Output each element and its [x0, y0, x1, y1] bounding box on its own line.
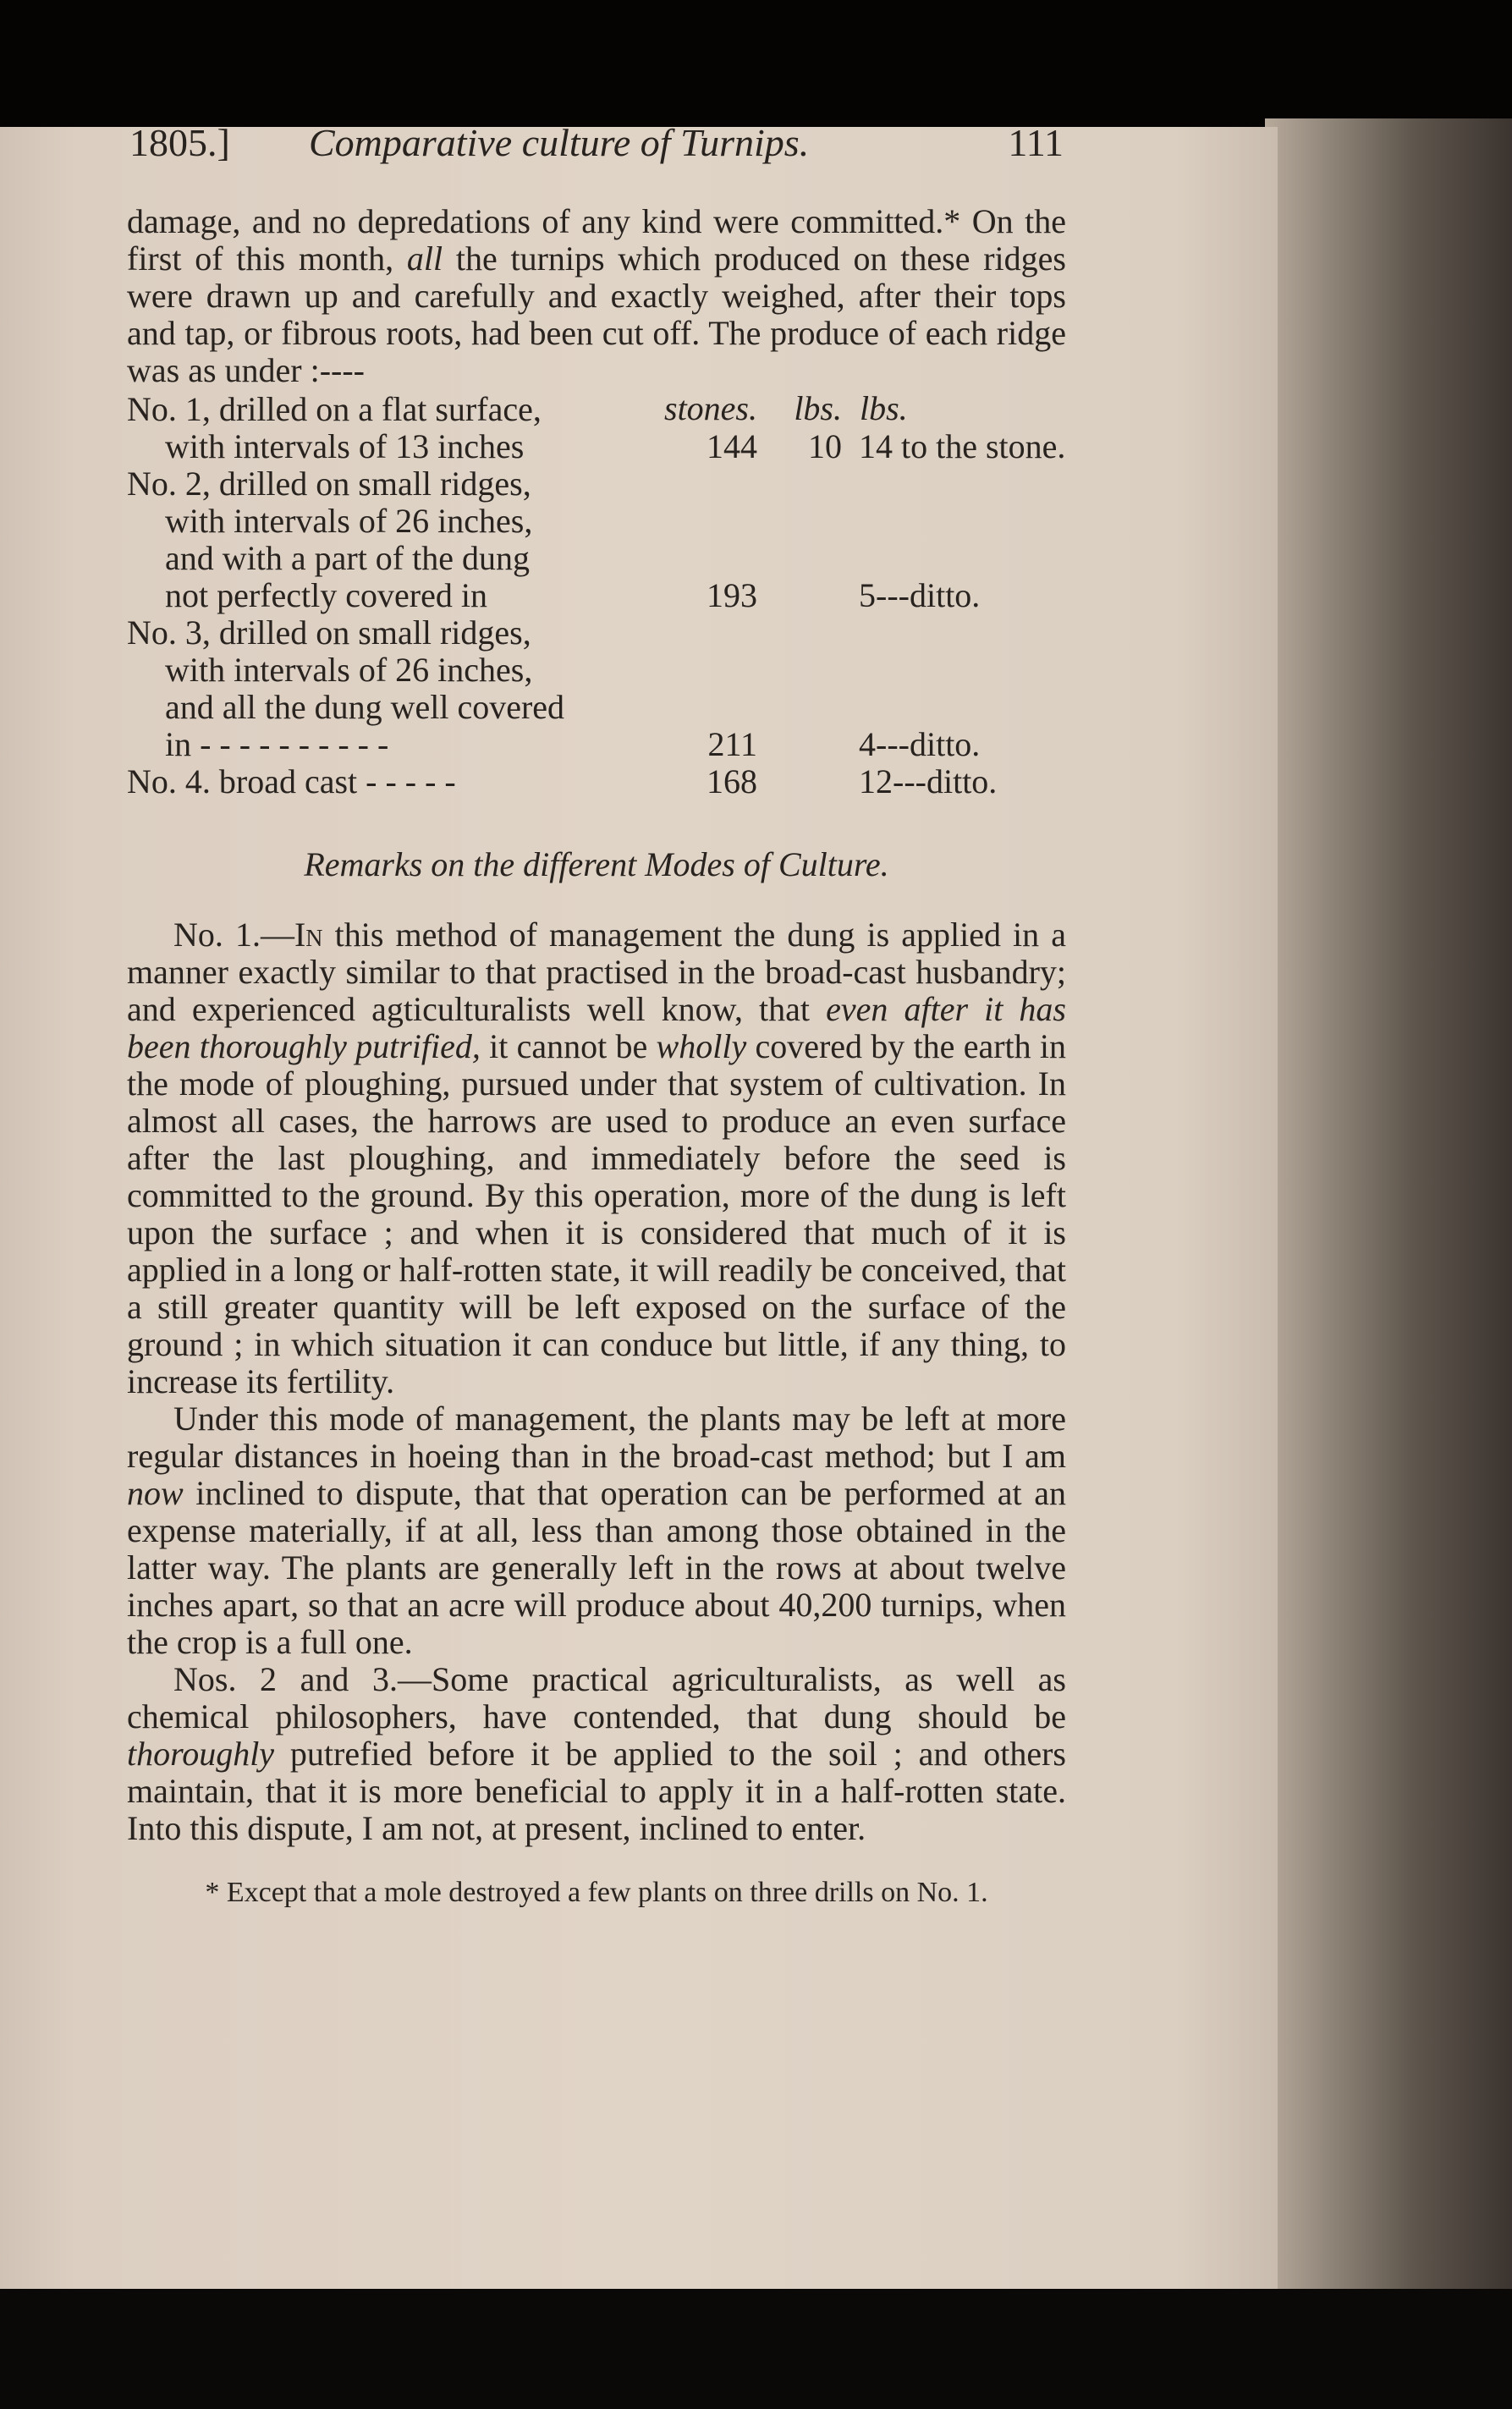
table-row: [127, 465, 1066, 503]
cell-note: 14 to the stone.: [859, 427, 1066, 465]
cell-stones: 193: [707, 576, 757, 614]
page-number: 111: [1008, 121, 1064, 164]
table-row: [127, 763, 1066, 800]
running-head: [127, 120, 1066, 181]
paragraph-intro: [127, 203, 1066, 389]
cell-stones: 144: [707, 427, 757, 465]
cell-stones: 168: [707, 762, 757, 800]
row-label: with intervals of 26 inches,: [165, 651, 533, 689]
section-heading: Remarks on the different Modes of Culture.: [304, 845, 889, 883]
table-row: [127, 652, 1066, 689]
paragraph-no1: [127, 916, 1066, 1400]
text-run: Nos. 2 and 3.—Some practical agriculturalists, as well as chemical philosophers, have contended, that dung should be: [127, 1660, 1066, 1735]
italic-run: thoroughly: [127, 1735, 275, 1773]
row-label: No. 4. broad cast - - - - -: [127, 762, 456, 800]
table-row: [127, 726, 1066, 763]
row-label: in - - - - - - - - - -: [165, 725, 389, 763]
text-run: inclined to dispute, that that operation can be performed at an expense materially, if at all, less than among those obtained in the latter way. The plants are generally left in the rows at about twelve inches apart, so that an acre will produce about 40,200 turnips, when the crop is a full one.: [127, 1474, 1066, 1661]
cell-note: 5---ditto.: [859, 576, 981, 614]
table-row: [127, 389, 1066, 428]
text-run: covered by the earth in the mode of ploughing, pursued under that system of cultivation. In almost all cases, the harrows are used to produce an even surface after the last ploughing, and immediately before the seed is committed to the ground. By this operation, more of the dung is left upon the surface ; and when it is considered that much of it is applied in a long or half-rotten state, it will readily be conceived, that a still greater quantity will be left exposed on the surface of the ground ; in which situation it can conduce but little, if any thing, to increase its fertility.: [127, 1027, 1067, 1400]
column-header-stones: stones.: [664, 389, 757, 427]
cell-lbs: [774, 726, 859, 763]
text-run: this method of management the dung is applied in a manner exactly similar to that practised in the broad-cast husbandry; and experienced agticulturalists well know, that: [127, 916, 1066, 1028]
running-head-year: 1805.]: [129, 121, 230, 164]
italic-run: wholly: [656, 1027, 747, 1065]
background-top: [0, 0, 1512, 127]
row-label: No. 1, drilled on a flat surface,: [127, 390, 542, 428]
smallcaps-run: In: [294, 916, 323, 954]
cell-stones: 211: [707, 725, 757, 763]
paragraph-nos-2-3: [127, 1661, 1066, 1847]
row-label: not perfectly covered in: [165, 576, 487, 614]
footnote: * Except that a mole destroyed a few plants on three drills on No. 1.: [205, 1877, 988, 1908]
row-label: No. 2, drilled on small ridges,: [127, 465, 531, 503]
text-run: the turnips which produced on these ridges were drawn up and carefully and exactly weighed, after their tops and tap, or fibrous roots, had been cut off. The produce of each ridge was as under :----: [127, 239, 1066, 389]
row-label: No. 3, drilled on small ridges,: [127, 613, 531, 652]
italic-run: even after it has been thoroughly putrified,: [127, 990, 1066, 1065]
cell-lbs: [774, 763, 859, 800]
text-run: it cannot be: [480, 1027, 657, 1065]
produce-table: [127, 389, 1066, 800]
paragraph-under: [127, 1400, 1066, 1661]
row-label: and with a part of the dung: [165, 539, 530, 577]
text-run: No. 1.—: [173, 916, 294, 954]
cell-lbs: [774, 577, 859, 614]
background-bottom: [0, 2289, 1512, 2409]
text-run: damage, and no depredations of any kind were committed.* On the first of this month,: [127, 202, 1066, 278]
italic-run: now: [127, 1474, 184, 1512]
running-head-title: Comparative culture of Turnips.: [309, 121, 810, 164]
text-run: Under this mode of management, the plants may be left at more regular distances in hoeing than in the broad-cast method; but I am: [127, 1400, 1066, 1475]
table-row: [127, 614, 1066, 652]
column-header-lbs-note: lbs.: [860, 389, 908, 427]
text-run: putrefied before it be applied to the soil ; and others maintain, that it is more beneficial to apply it in a half-rotten state. Into this dispute, I am not, at present, inclined to enter.: [127, 1735, 1066, 1847]
row-label: with intervals of 26 inches,: [165, 502, 533, 540]
table-row: [127, 577, 1066, 614]
italic-run: all: [406, 239, 443, 278]
cell-lbs: 10: [808, 427, 842, 465]
book-page-edges: [1265, 118, 1512, 2289]
table-row: [127, 503, 1066, 540]
cell-note: 12---ditto.: [859, 762, 998, 800]
cell-note: 4---ditto.: [859, 725, 981, 763]
column-header-lbs: lbs.: [794, 389, 842, 427]
table-row: [127, 689, 1066, 726]
table-row: [127, 428, 1066, 465]
page-content: [127, 120, 1066, 1910]
table-row: [127, 540, 1066, 577]
row-label: with intervals of 13 inches: [165, 427, 525, 465]
row-label: and all the dung well covered: [165, 688, 565, 726]
